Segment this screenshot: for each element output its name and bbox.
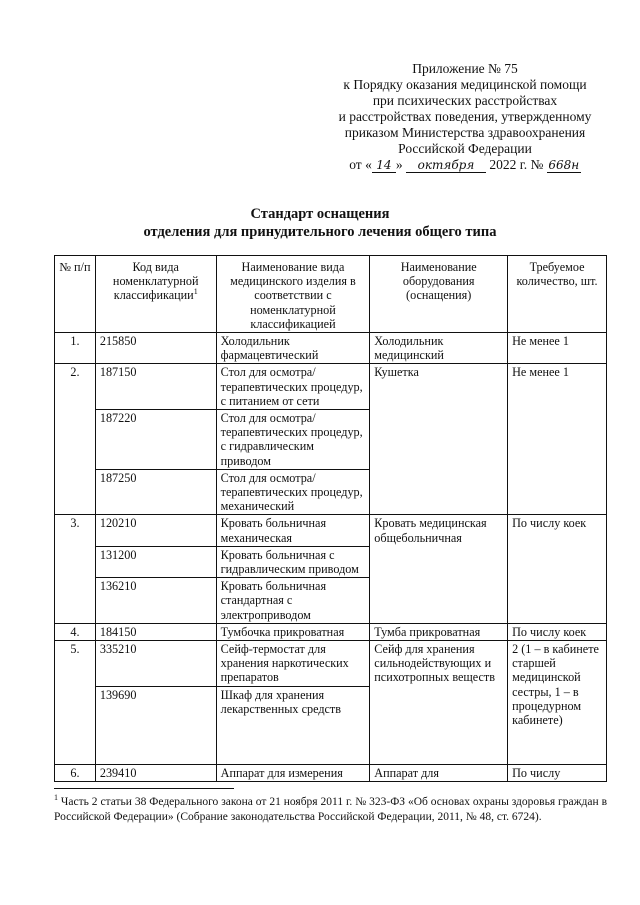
row-qty: Не менее 1 xyxy=(508,333,607,364)
row-device: Кровать больничная с гидравлическим приводом xyxy=(216,546,370,577)
row-device: Стол для осмотра/терапевтических процедур, с питанием от сети xyxy=(216,364,370,410)
row-code: 187250 xyxy=(95,469,216,515)
handwritten-day: 14 xyxy=(372,159,396,173)
appendix-header xyxy=(300,61,630,173)
row-num: 3. xyxy=(55,515,96,623)
header-num: № п/п xyxy=(55,256,96,333)
row-qty: По числу коек xyxy=(508,515,607,623)
row-equipment: Тумба прикроватная xyxy=(370,623,508,640)
table-row xyxy=(55,364,607,410)
handwritten-month: октября xyxy=(406,159,486,173)
row-equipment: Кровать медицинская общебольничная xyxy=(370,515,508,623)
row-code: 187220 xyxy=(95,410,216,470)
row-device: Стол для осмотра/терапевтических процедур, с гидравлическим приводом xyxy=(216,410,370,470)
table-header-row xyxy=(55,256,607,333)
row-device: Холодильник фармацевтический xyxy=(216,333,370,364)
header-line-5: приказом Министерства здравоохранения xyxy=(344,125,586,140)
row-num: 4. xyxy=(55,623,96,640)
table-row xyxy=(55,333,607,364)
row-code: 184150 xyxy=(95,623,216,640)
header-code-footnote-mark: 1 xyxy=(193,287,198,297)
row-equipment: Сейф для хранения сильнодействующих и психотропных веществ xyxy=(370,641,508,765)
row-num: 5. xyxy=(55,641,96,765)
row-device: Кровать больничная механическая xyxy=(216,515,370,546)
row-code: 239410 xyxy=(95,764,216,781)
header-line-3: при психических расстройствах xyxy=(372,93,558,108)
date-mid: » xyxy=(395,157,403,172)
row-device: Сейф-термостат для хранения наркотических препаратов xyxy=(216,641,370,687)
title-line-1: Стандарт оснащения xyxy=(250,206,390,222)
table-row xyxy=(55,641,607,687)
row-code: 335210 xyxy=(95,641,216,687)
table-row xyxy=(55,515,607,546)
row-qty: По числу xyxy=(508,764,607,781)
table-row xyxy=(55,764,607,781)
row-equipment: Кушетка xyxy=(370,364,508,515)
row-equipment: Аппарат для xyxy=(370,764,508,781)
row-qty: 2 (1 – в кабинете старшей медицинской сестры, 1 – в процедурном кабинете) xyxy=(508,641,607,765)
footnote-mark: 1 xyxy=(54,793,58,803)
row-code: 131200 xyxy=(95,546,216,577)
row-device: Кровать больничная стандартная с электроприводом xyxy=(216,578,370,624)
footnote xyxy=(54,795,607,825)
row-code: 136210 xyxy=(95,578,216,624)
row-qty: По числу коек xyxy=(508,623,607,640)
handwritten-order-number: 668н xyxy=(548,158,580,172)
row-device: Стол для осмотра/терапевтических процедур, механический xyxy=(216,469,370,515)
row-code: 139690 xyxy=(95,686,216,764)
row-num: 2. xyxy=(55,364,96,515)
row-equipment: Холодильник медицинский xyxy=(370,333,508,364)
header-line-6: Российской Федерации xyxy=(398,141,532,156)
header-line-2: к Порядку оказания медицинской помощи xyxy=(343,77,587,92)
equipment-table xyxy=(54,255,607,782)
row-device: Тумбочка прикроватная xyxy=(216,623,370,640)
row-code: 187150 xyxy=(95,364,216,410)
header-line-4: и расстройствах поведения, утвержденному xyxy=(338,109,592,124)
header-equipment: Наименование оборудования (оснащения) xyxy=(370,256,508,333)
row-num: 6. xyxy=(55,764,96,781)
order-date-line xyxy=(300,157,630,173)
header-code-text: Код вида номенклатурной классификации xyxy=(112,260,199,303)
date-prefix: от « xyxy=(349,157,372,172)
header-line-1: Приложение № 75 xyxy=(412,61,518,76)
row-code: 120210 xyxy=(95,515,216,546)
footnote-separator xyxy=(54,788,234,789)
date-year: 2022 г. № xyxy=(489,157,544,172)
row-num: 1. xyxy=(55,333,96,364)
title-line-2: отделения для принудительного лечения общего типа xyxy=(143,224,497,240)
header-code xyxy=(95,256,216,333)
row-device: Шкаф для хранения лекарственных средств xyxy=(216,686,370,764)
footnote-text: Часть 2 статьи 38 Федерального закона от 21 ноября 2011 г. № 323-ФЗ «Об основах охраны здоровья граждан в Российской Федерации» (Собрание законодательства Российской Федерации, 2011, № 48, ст. 6724). xyxy=(54,796,608,823)
header-device: Наименование вида медицинского изделия в соответствии с номенклатурной классификацией xyxy=(216,256,370,333)
row-code: 215850 xyxy=(95,333,216,364)
document-title xyxy=(0,205,640,241)
header-qty: Требуемое количество, шт. xyxy=(508,256,607,333)
row-qty: Не менее 1 xyxy=(508,364,607,515)
table-row xyxy=(55,623,607,640)
row-device: Аппарат для измерения xyxy=(216,764,370,781)
